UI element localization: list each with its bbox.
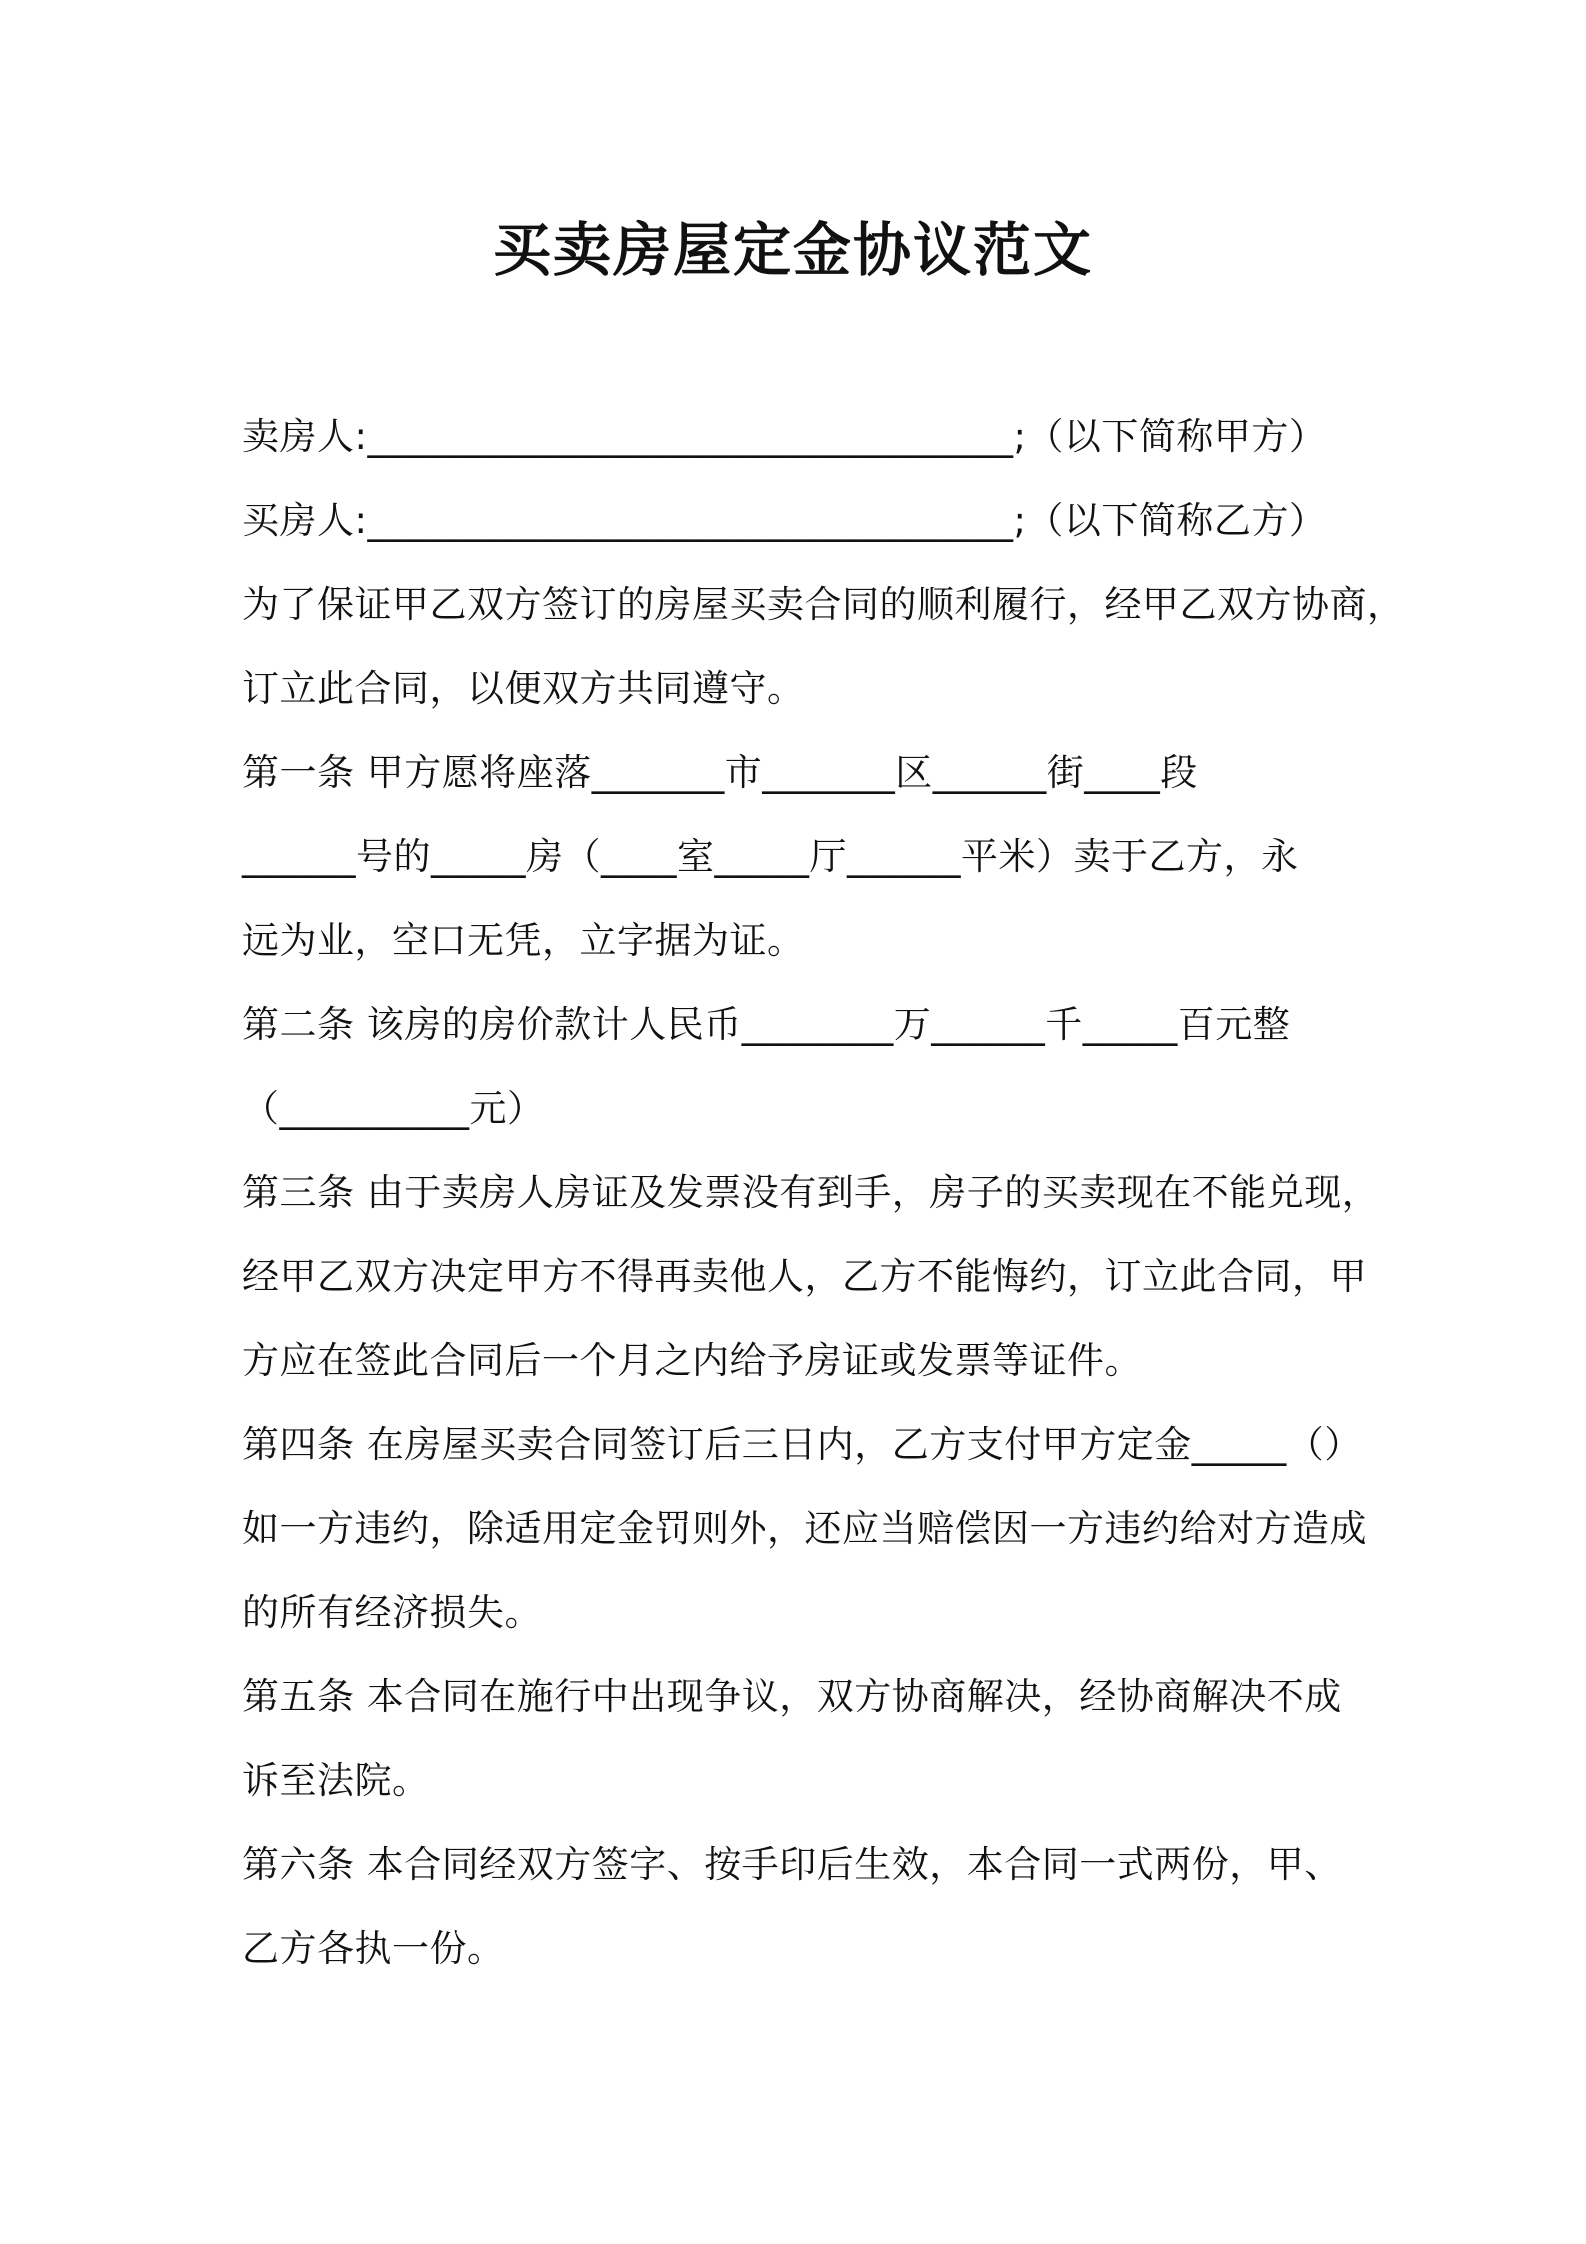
preamble-line-2: 订立此合同，以便双方共同遵守。 [242, 667, 805, 710]
article-2-line-1: 第二条 该房的房价款计人民币________万______千_____百元整 [242, 1003, 1291, 1046]
buyer-line: 买房人:__________________________________;（以下简称乙方） [242, 499, 1327, 542]
article-6-line-1: 第六条 本合同经双方签字、按手印后生效，本合同一式两份，甲、 [242, 1843, 1342, 1886]
article-4-line-1: 第四条 在房屋买卖合同签订后三日内，乙方支付甲方定金_____（） [242, 1423, 1362, 1466]
seller-line: 卖房人:__________________________________;（以下简称甲方） [242, 415, 1327, 458]
article-4-line-3: 的所有经济损失。 [242, 1591, 542, 1634]
article-5-line-1: 第五条 本合同在施行中出现争议，双方协商解决，经协商解决不成 [242, 1675, 1342, 1718]
preamble-line-1: 为了保证甲乙双方签订的房屋买卖合同的顺利履行，经甲乙双方协商， [242, 583, 1405, 626]
article-3-line-1: 第三条 由于卖房人房证及发票没有到手，房子的买卖现在不能兑现， [242, 1171, 1380, 1214]
article-6-line-2: 乙方各执一份。 [242, 1927, 505, 1970]
document-title: 买卖房屋定金协议范文 [492, 216, 1093, 284]
article-1-line-2: ______号的_____房（____室_____厅______平米）卖于乙方，永 [242, 835, 1299, 878]
article-1-line-3: 远为业，空口无凭，立字据为证。 [242, 919, 805, 962]
article-3-line-3: 方应在签此合同后一个月之内给予房证或发票等证件。 [242, 1339, 1142, 1382]
article-5-line-2: 诉至法院。 [242, 1759, 430, 1802]
article-1-line-1: 第一条 甲方愿将座落_______市_______区______街____段 [242, 751, 1198, 794]
article-2-line-2: （__________元） [242, 1087, 545, 1130]
article-3-line-2: 经甲乙双方决定甲方不得再卖他人，乙方不能悔约，订立此合同，甲 [242, 1255, 1367, 1298]
article-4-line-2: 如一方违约，除适用定金罚则外，还应当赔偿因一方违约给对方造成 [242, 1507, 1367, 1550]
